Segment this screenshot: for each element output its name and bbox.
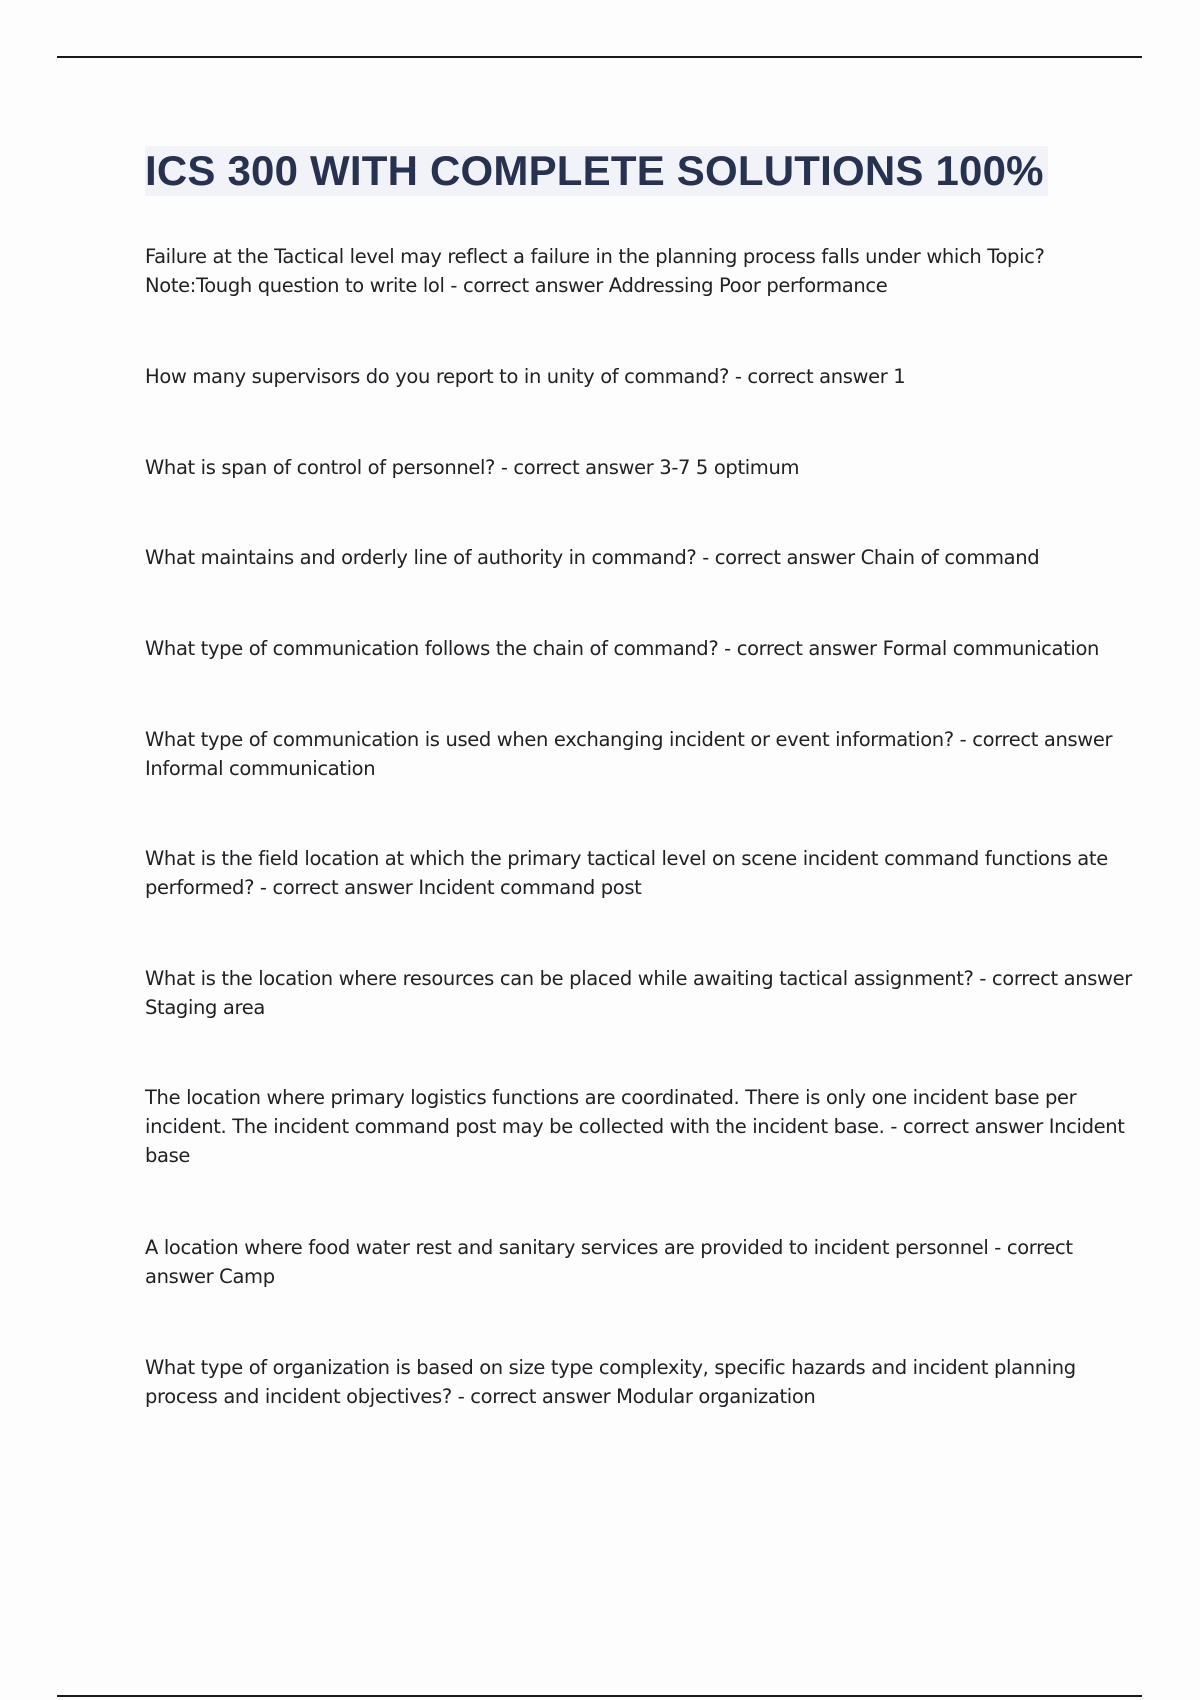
qa-line: base — [145, 1144, 191, 1167]
qa-line: performed? - correct answer Incident command post — [145, 876, 642, 899]
qa-item — [145, 725, 1113, 783]
qa-item — [145, 362, 1085, 391]
top-rule — [57, 56, 1142, 58]
bottom-rule — [57, 1695, 1142, 1697]
qa-item — [145, 1233, 1085, 1291]
qa-line: What is the location where resources can be placed while awaiting tactical assignment? - correct answer — [145, 967, 1132, 990]
qa-line: A location where food water rest and sanitary services are provided to incident personnel - correct — [145, 1236, 1073, 1259]
document-title: ICS 300 WITH COMPLETE SOLUTIONS 100% — [145, 146, 1048, 196]
qa-item — [145, 453, 1085, 482]
qa-item — [145, 543, 1085, 572]
qa-item — [145, 634, 1100, 663]
qa-line: The location where primary logistics functions are coordinated. There is only one incident base per — [145, 1086, 1077, 1109]
qa-line: What is span of control of personnel? - correct answer 3-7 5 optimum — [145, 456, 800, 479]
qa-line: What is the field location at which the primary tactical level on scene incident command functions ate — [145, 847, 1108, 870]
qa-item — [145, 964, 1132, 1022]
qa-line: How many supervisors do you report to in unity of command? - correct answer 1 — [145, 365, 906, 388]
qa-item — [145, 242, 1085, 300]
qa-item — [145, 1083, 1125, 1170]
qa-line: What type of communication follows the chain of command? - correct answer Formal communication — [145, 637, 1100, 660]
qa-line: incident. The incident command post may be collected with the incident base. - correct answer Incident — [145, 1115, 1125, 1138]
qa-line: What maintains and orderly line of authority in command? - correct answer Chain of command — [145, 546, 1040, 569]
qa-line: answer Camp — [145, 1265, 275, 1288]
qa-line: Note:Tough question to write lol - correct answer Addressing Poor performance — [145, 274, 888, 297]
qa-item — [145, 1353, 1085, 1411]
qa-line: Failure at the Tactical level may reflect a failure in the planning process falls under which Topic? — [145, 245, 1045, 268]
qa-line: Staging area — [145, 996, 265, 1019]
qa-line: What type of communication is used when exchanging incident or event information? - correct answer — [145, 728, 1113, 751]
qa-line: Informal communication — [145, 757, 376, 780]
qa-line: What type of organization is based on size type complexity, specific hazards and incident planning — [145, 1356, 1076, 1379]
qa-item — [145, 844, 1108, 902]
qa-line: process and incident objectives? - correct answer Modular organization — [145, 1385, 816, 1408]
